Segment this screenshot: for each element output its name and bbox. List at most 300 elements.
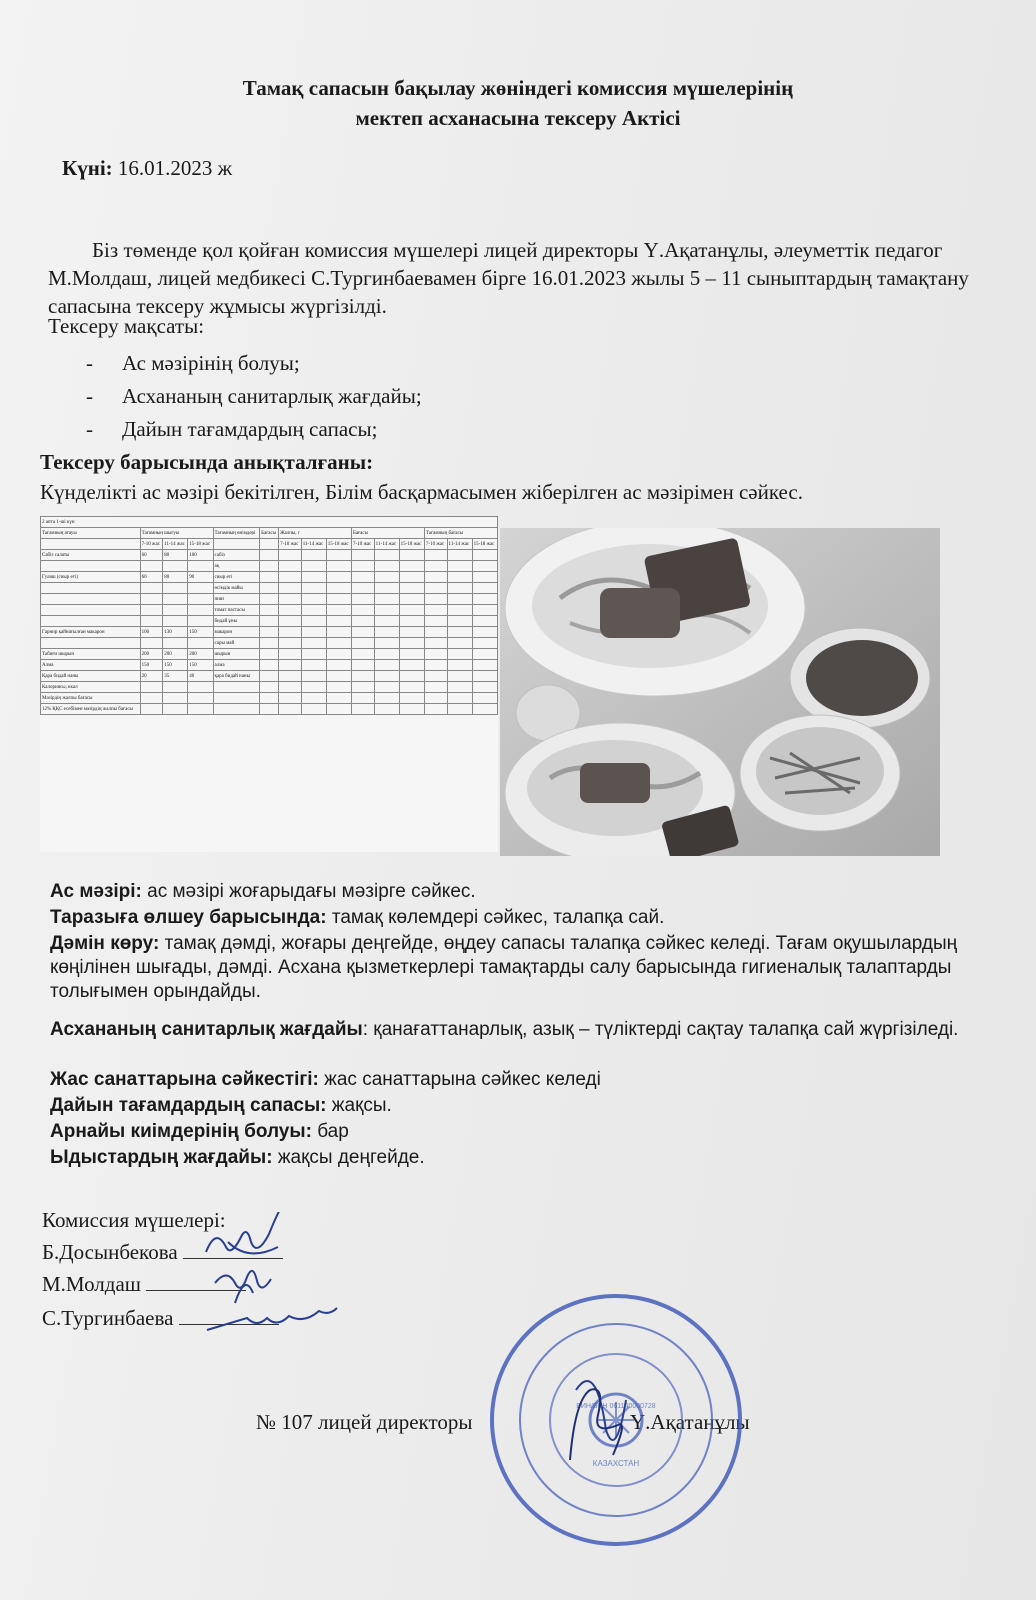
table-cell bbox=[374, 616, 399, 627]
table-cell bbox=[301, 605, 326, 616]
table-cell bbox=[140, 605, 163, 616]
result-label: Арнайы киімдерінің болуы: bbox=[50, 1121, 312, 1142]
table-cell bbox=[447, 605, 472, 616]
result-sanitary bbox=[50, 1018, 990, 1042]
bullet-dash: - bbox=[86, 417, 93, 441]
table-cell bbox=[399, 693, 424, 704]
table-cell bbox=[188, 638, 213, 649]
table-cell: 150 bbox=[163, 660, 188, 671]
table-cell bbox=[374, 583, 399, 594]
result-text: тамақ дәмді, жоғары деңгейде, өңдеу сапасы талапқа сәйкес келеді. Тағам оқушылардың көңілінен шығады, дәмді. Асхана қызметкерлері тамақтарды салу барысында гигиеналық талаптарды толығымен орындайды. bbox=[50, 933, 958, 1002]
table-cell: алма bbox=[213, 660, 260, 671]
table-cell bbox=[163, 682, 188, 693]
table-cell bbox=[374, 605, 399, 616]
table-cell bbox=[447, 627, 472, 638]
table-cell bbox=[260, 550, 279, 561]
result-quality bbox=[50, 1094, 392, 1118]
director-label: № 107 лицей директоры bbox=[256, 1410, 473, 1434]
table-header-cell: 11-14 жас bbox=[301, 539, 326, 550]
list-item bbox=[86, 347, 422, 380]
table-cell: Сабіз салаты bbox=[41, 550, 141, 561]
table-cell bbox=[472, 627, 497, 638]
table-row bbox=[41, 682, 498, 693]
table-cell bbox=[326, 605, 351, 616]
table-cell bbox=[399, 616, 424, 627]
table-cell bbox=[140, 561, 163, 572]
member-name: Б.Досынбекова bbox=[42, 1240, 178, 1264]
table-cell bbox=[472, 583, 497, 594]
table-cell bbox=[279, 627, 302, 638]
menu-table-image bbox=[40, 516, 498, 852]
table-cell bbox=[188, 594, 213, 605]
table-header-cell: 7-10 жас bbox=[279, 539, 302, 550]
table-cell bbox=[447, 594, 472, 605]
table-cell bbox=[424, 682, 447, 693]
table-cell bbox=[279, 704, 302, 715]
table-cell bbox=[424, 671, 447, 682]
table-header-cell: Бағасы bbox=[352, 528, 425, 539]
table-cell bbox=[279, 693, 302, 704]
result-age bbox=[50, 1068, 601, 1092]
table-cell bbox=[424, 693, 447, 704]
document-title-line2: мектеп асханасына тексеру Актісі bbox=[355, 106, 681, 130]
table-cell: 150 bbox=[140, 660, 163, 671]
table-cell bbox=[352, 594, 375, 605]
result-menu bbox=[50, 880, 476, 904]
table-cell bbox=[301, 660, 326, 671]
table-cell bbox=[326, 693, 351, 704]
table-row bbox=[41, 572, 498, 583]
table-cell bbox=[301, 638, 326, 649]
table-row bbox=[41, 627, 498, 638]
table-cell bbox=[352, 627, 375, 638]
table-cell bbox=[326, 572, 351, 583]
table-cell: ақ bbox=[213, 561, 260, 572]
table-cell bbox=[41, 616, 141, 627]
table-cell bbox=[352, 660, 375, 671]
table-cell bbox=[140, 704, 163, 715]
table-cell bbox=[424, 594, 447, 605]
table-cell bbox=[399, 605, 424, 616]
table-cell bbox=[424, 638, 447, 649]
table-row bbox=[41, 583, 498, 594]
table-cell: 90 bbox=[188, 572, 213, 583]
table-cell bbox=[399, 572, 424, 583]
table-cell bbox=[447, 649, 472, 660]
director-signature-icon bbox=[560, 1380, 630, 1470]
table-cell bbox=[472, 605, 497, 616]
table-cell bbox=[260, 638, 279, 649]
table-cell bbox=[399, 671, 424, 682]
table-cell bbox=[447, 616, 472, 627]
table-cell: сары май bbox=[213, 638, 260, 649]
svg-text:КАЗАХСТАН: КАЗАХСТАН bbox=[592, 1459, 640, 1468]
table-cell bbox=[188, 693, 213, 704]
table-row bbox=[41, 517, 498, 528]
table-cell bbox=[260, 616, 279, 627]
table-cell bbox=[424, 627, 447, 638]
table-row bbox=[41, 693, 498, 704]
table-cell bbox=[447, 660, 472, 671]
table-cell: 150 bbox=[188, 660, 213, 671]
table-caption-cell: 2 апта 1-ші күн bbox=[41, 517, 498, 528]
table-cell bbox=[472, 594, 497, 605]
food-photo bbox=[500, 528, 940, 856]
table-cell bbox=[472, 660, 497, 671]
table-cell bbox=[447, 550, 472, 561]
table-cell: 20 bbox=[140, 671, 163, 682]
table-cell bbox=[399, 682, 424, 693]
table-cell bbox=[374, 561, 399, 572]
table-cell bbox=[41, 583, 141, 594]
table-cell: 60 bbox=[140, 550, 163, 561]
table-row bbox=[41, 605, 498, 616]
table-cell bbox=[352, 616, 375, 627]
table-cell bbox=[374, 660, 399, 671]
table-cell bbox=[472, 682, 497, 693]
result-label: Дәмін көру: bbox=[50, 933, 160, 954]
result-label: Ыдыстардың жағдайы: bbox=[50, 1147, 273, 1168]
table-cell bbox=[447, 561, 472, 572]
table-header-cell: 7-10 жас bbox=[424, 539, 447, 550]
table-cell bbox=[326, 704, 351, 715]
table-cell bbox=[301, 561, 326, 572]
table-cell bbox=[279, 594, 302, 605]
table-cell: 150 bbox=[188, 627, 213, 638]
table-cell bbox=[447, 638, 472, 649]
table-cell bbox=[447, 682, 472, 693]
table-row bbox=[41, 594, 498, 605]
table-header-cell: 15-18 жас bbox=[188, 539, 213, 550]
table-cell bbox=[301, 627, 326, 638]
goal-label: Тексеру мақсаты: bbox=[48, 314, 205, 338]
table-row bbox=[41, 616, 498, 627]
table-cell bbox=[301, 616, 326, 627]
table-header-cell: 15-18 жас bbox=[399, 539, 424, 550]
table-header-cell: 11-14 жас bbox=[374, 539, 399, 550]
table-row bbox=[41, 660, 498, 671]
table-cell bbox=[447, 671, 472, 682]
table-cell bbox=[472, 704, 497, 715]
table-cell bbox=[301, 693, 326, 704]
table-cell: 100 bbox=[188, 550, 213, 561]
table-cell bbox=[352, 671, 375, 682]
table-cell bbox=[188, 561, 213, 572]
table-cell: бидай ұны bbox=[213, 616, 260, 627]
table-cell bbox=[41, 605, 141, 616]
result-taste bbox=[50, 932, 990, 1004]
goal-item-2: Асхананың санитарлық жағдайы; bbox=[122, 384, 422, 408]
result-label: Дайын тағамдардың сапасы: bbox=[50, 1095, 327, 1116]
table-cell: шырын bbox=[213, 649, 260, 660]
table-cell: Табиғи шырын bbox=[41, 649, 141, 660]
table-row bbox=[41, 561, 498, 572]
date-line bbox=[62, 156, 232, 181]
table-cell bbox=[326, 682, 351, 693]
table-header-row bbox=[41, 539, 498, 550]
table-cell bbox=[279, 660, 302, 671]
table-cell: пияз bbox=[213, 594, 260, 605]
table-cell bbox=[472, 649, 497, 660]
table-cell bbox=[260, 539, 279, 550]
table-cell bbox=[260, 649, 279, 660]
table-cell bbox=[279, 638, 302, 649]
table-cell bbox=[188, 682, 213, 693]
table-cell bbox=[140, 682, 163, 693]
table-cell: 80 bbox=[163, 572, 188, 583]
result-dishes bbox=[50, 1146, 425, 1170]
list-item bbox=[86, 413, 422, 446]
result-label: Ас мәзірі: bbox=[50, 881, 142, 902]
table-cell bbox=[326, 550, 351, 561]
table-cell bbox=[399, 550, 424, 561]
table-header-row bbox=[41, 528, 498, 539]
table-cell: 100 bbox=[140, 627, 163, 638]
table-cell: томат пастасы bbox=[213, 605, 260, 616]
table-cell bbox=[472, 693, 497, 704]
table-cell bbox=[163, 616, 188, 627]
table-cell bbox=[447, 704, 472, 715]
table-cell bbox=[472, 550, 497, 561]
table-cell bbox=[374, 572, 399, 583]
table-cell: Гуляш (сиыр еті) bbox=[41, 572, 141, 583]
table-cell bbox=[326, 627, 351, 638]
table-cell bbox=[424, 572, 447, 583]
table-cell bbox=[260, 704, 279, 715]
table-cell: 130 bbox=[163, 627, 188, 638]
table-cell: Мәзірдің жалпы бағасы bbox=[41, 693, 141, 704]
findings-heading: Тексеру барысында анықталғаны: bbox=[40, 450, 374, 474]
table-header-cell: Тағамның атауы bbox=[41, 528, 141, 539]
table-cell bbox=[399, 627, 424, 638]
table-cell bbox=[424, 583, 447, 594]
table-cell: 200 bbox=[188, 649, 213, 660]
table-cell bbox=[260, 660, 279, 671]
bullet-dash: - bbox=[86, 384, 93, 408]
table-cell bbox=[163, 594, 188, 605]
table-cell bbox=[140, 693, 163, 704]
table-cell bbox=[399, 649, 424, 660]
table-cell: 60 bbox=[140, 572, 163, 583]
table-cell bbox=[41, 594, 141, 605]
table-cell bbox=[140, 638, 163, 649]
table-cell bbox=[163, 583, 188, 594]
result-label: Жас санаттарына сәйкестігі: bbox=[50, 1069, 319, 1090]
table-row bbox=[41, 671, 498, 682]
bullet-dash: - bbox=[86, 351, 93, 375]
table-cell bbox=[374, 649, 399, 660]
table-cell bbox=[447, 572, 472, 583]
table-cell bbox=[326, 649, 351, 660]
table-cell bbox=[374, 594, 399, 605]
table-header-cell: 15-18 жас bbox=[326, 539, 351, 550]
table-cell: өсімдік майы bbox=[213, 583, 260, 594]
list-item bbox=[86, 380, 422, 413]
table-cell bbox=[399, 704, 424, 715]
table-cell bbox=[188, 616, 213, 627]
table-cell: Гарнир қайнатылған макарон bbox=[41, 627, 141, 638]
table-cell bbox=[352, 572, 375, 583]
table-cell bbox=[326, 594, 351, 605]
table-cell bbox=[374, 704, 399, 715]
table-cell: Алма bbox=[41, 660, 141, 671]
table-cell bbox=[374, 671, 399, 682]
goal-item-3: Дайын тағамдардың сапасы; bbox=[122, 417, 378, 441]
table-cell: сиыр еті bbox=[213, 572, 260, 583]
table-cell bbox=[424, 561, 447, 572]
table-cell bbox=[301, 550, 326, 561]
result-label: Таразыға өлшеу барысында: bbox=[50, 907, 327, 928]
table-cell bbox=[447, 693, 472, 704]
table-cell bbox=[472, 561, 497, 572]
table-cell bbox=[301, 704, 326, 715]
table-cell bbox=[163, 638, 188, 649]
date-label: Күні: bbox=[62, 156, 113, 180]
table-cell bbox=[279, 682, 302, 693]
table-cell bbox=[352, 605, 375, 616]
table-header-cell: 11-14 жас bbox=[163, 539, 188, 550]
table-cell bbox=[279, 649, 302, 660]
table-cell bbox=[260, 627, 279, 638]
table-cell bbox=[352, 704, 375, 715]
table-cell bbox=[352, 649, 375, 660]
result-text: жақсы деңгейде. bbox=[272, 1147, 425, 1168]
table-row bbox=[41, 704, 498, 715]
table-cell bbox=[188, 704, 213, 715]
table-cell bbox=[188, 583, 213, 594]
table-cell bbox=[163, 561, 188, 572]
table-cell bbox=[326, 561, 351, 572]
table-cell bbox=[301, 583, 326, 594]
table-cell bbox=[374, 627, 399, 638]
table-cell bbox=[326, 671, 351, 682]
date-value: 16.01.2023 ж bbox=[117, 156, 233, 180]
table-cell: 200 bbox=[163, 649, 188, 660]
table-cell bbox=[424, 649, 447, 660]
table-cell bbox=[301, 682, 326, 693]
table-cell: қара бидай наны bbox=[213, 671, 260, 682]
table-cell bbox=[424, 704, 447, 715]
table-header-cell: 15-18 жас bbox=[472, 539, 497, 550]
table-cell bbox=[374, 682, 399, 693]
table-cell: Қара бидай наны bbox=[41, 671, 141, 682]
table-cell: макарон bbox=[213, 627, 260, 638]
table-cell bbox=[352, 550, 375, 561]
table-cell bbox=[352, 583, 375, 594]
table-cell bbox=[260, 572, 279, 583]
table-cell bbox=[352, 561, 375, 572]
table-cell bbox=[301, 594, 326, 605]
table-header-cell: 7-10 жас bbox=[140, 539, 163, 550]
goal-list bbox=[86, 347, 422, 446]
result-text: ас мәзірі жоғарыдағы мәзірге сәйкес. bbox=[141, 881, 476, 902]
result-text: жас санаттарына сәйкес келеді bbox=[318, 1069, 601, 1090]
member-name: С.Тургинбаева bbox=[42, 1306, 174, 1330]
table-cell: Калориясы, ккал bbox=[41, 682, 141, 693]
svg-text:БИН/БСН 061140000728: БИН/БСН 061140000728 bbox=[576, 1403, 656, 1410]
table-cell bbox=[301, 572, 326, 583]
table-cell bbox=[352, 638, 375, 649]
table-row bbox=[41, 638, 498, 649]
result-text: жақсы. bbox=[326, 1095, 392, 1116]
table-cell bbox=[140, 583, 163, 594]
table-cell bbox=[399, 594, 424, 605]
table-cell bbox=[399, 561, 424, 572]
director-name: Ү.Ақатанұлы bbox=[630, 1410, 750, 1434]
table-cell bbox=[260, 671, 279, 682]
table-cell bbox=[260, 561, 279, 572]
table-cell bbox=[41, 539, 141, 550]
table-cell bbox=[374, 550, 399, 561]
table-cell bbox=[352, 682, 375, 693]
table-cell bbox=[301, 649, 326, 660]
table-cell: 12% ҚҚС есебімен мәзірдің жалпы бағасы bbox=[41, 704, 141, 715]
table-cell bbox=[424, 550, 447, 561]
result-text: : қанағаттанарлық, азық – түліктерді сақтау талапқа сай жүргізіледі. bbox=[362, 1019, 959, 1040]
result-text: тамақ көлемдері сәйкес, талапқа сай. bbox=[326, 907, 665, 928]
table-cell bbox=[472, 572, 497, 583]
table-cell bbox=[374, 638, 399, 649]
table-cell bbox=[279, 616, 302, 627]
table-cell bbox=[279, 550, 302, 561]
table-cell bbox=[213, 682, 260, 693]
table-row bbox=[41, 550, 498, 561]
table-cell bbox=[399, 638, 424, 649]
table-cell bbox=[326, 660, 351, 671]
result-weighing bbox=[50, 906, 664, 930]
table-cell bbox=[472, 616, 497, 627]
table-cell bbox=[41, 561, 141, 572]
table-header-cell: Бағасы bbox=[260, 528, 279, 539]
table-cell bbox=[424, 660, 447, 671]
table-cell bbox=[279, 561, 302, 572]
menu-table bbox=[40, 516, 498, 715]
table-cell: сабіз bbox=[213, 550, 260, 561]
table-row bbox=[41, 649, 498, 660]
table-cell bbox=[472, 671, 497, 682]
table-cell bbox=[163, 693, 188, 704]
table-cell bbox=[163, 704, 188, 715]
result-label: Асхананың санитарлық жағдайы bbox=[50, 1019, 363, 1040]
table-cell bbox=[447, 583, 472, 594]
table-cell bbox=[352, 693, 375, 704]
table-cell: 200 bbox=[140, 649, 163, 660]
menu-statement: Күнделікті ас мәзірі бекітілген, Білім басқармасымен жіберілген ас мәзірімен сәйкес. bbox=[40, 480, 803, 504]
table-cell bbox=[140, 594, 163, 605]
table-cell bbox=[140, 616, 163, 627]
table-header-cell: 11-14 жас bbox=[447, 539, 472, 550]
table-cell bbox=[260, 605, 279, 616]
table-cell bbox=[260, 583, 279, 594]
table-cell bbox=[279, 583, 302, 594]
table-cell: 80 bbox=[163, 550, 188, 561]
table-cell bbox=[260, 594, 279, 605]
goal-item-1: Ас мәзірінің болуы; bbox=[122, 351, 300, 375]
result-clothing bbox=[50, 1120, 349, 1144]
member-name: М.Молдаш bbox=[42, 1272, 141, 1296]
table-cell bbox=[326, 583, 351, 594]
table-cell bbox=[424, 616, 447, 627]
table-cell bbox=[260, 682, 279, 693]
table-cell bbox=[213, 704, 260, 715]
table-cell bbox=[260, 693, 279, 704]
table-cell bbox=[279, 605, 302, 616]
food-photo-illustration bbox=[500, 528, 940, 856]
table-cell bbox=[188, 605, 213, 616]
table-header-cell: Тағамның өнімдері bbox=[213, 528, 260, 539]
signature-icon bbox=[202, 1300, 342, 1340]
intro-paragraph: Біз төменде қол қойған комиссия мүшелері лицей директоры Ү.Ақатанұлы, әлеуметтік педагог М.Молдаш, лицей медбикесі С.Тургинбаевамен бірге 16.01.2023 жылы 5 – 11 сыныптардың тамақтану сапасына тексеру жұмысы жүргізілді. bbox=[48, 238, 969, 318]
